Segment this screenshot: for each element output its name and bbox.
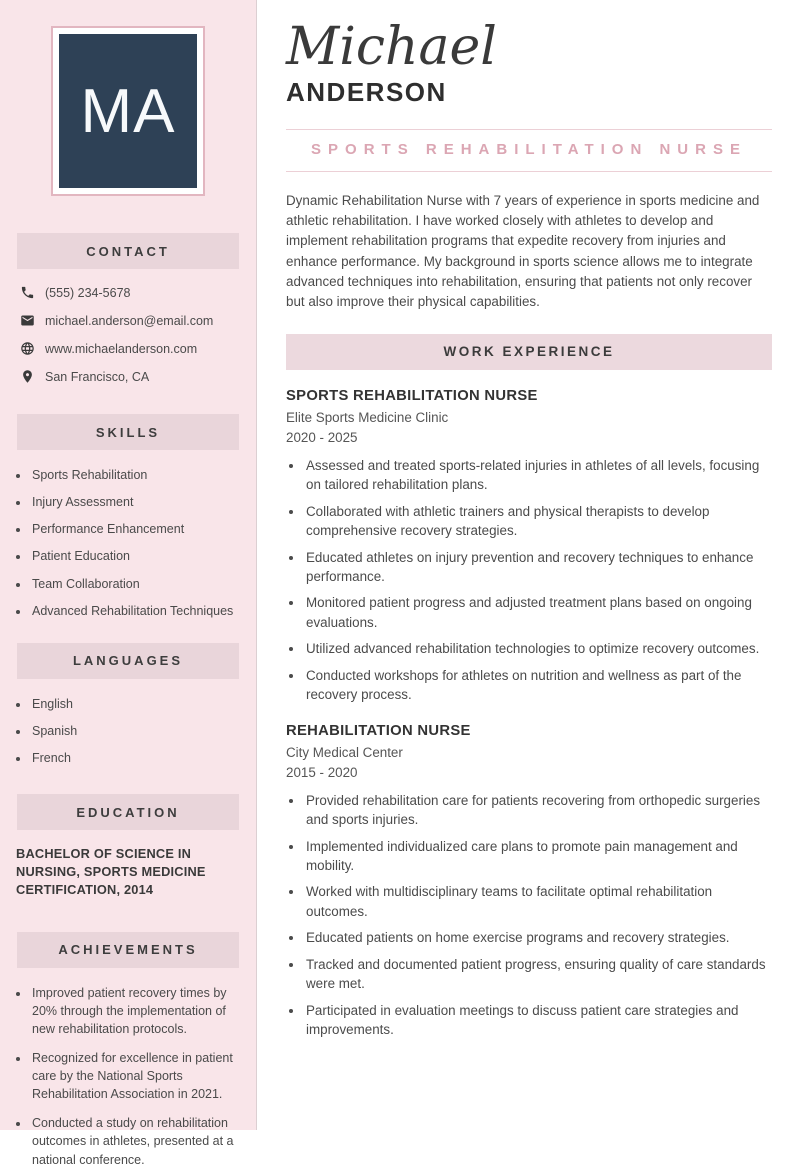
job-role: REHABILITATION NURSE xyxy=(286,722,471,739)
skills-section-header xyxy=(17,414,239,450)
job-entry xyxy=(286,388,772,705)
avatar xyxy=(51,26,205,196)
achievement-item: • Improved patient recovery times by 20% through the implementation of new rehabilitation protocols. xyxy=(30,984,242,1038)
phone-number: (555) 234-5678 xyxy=(45,285,131,300)
skills-list xyxy=(30,466,242,620)
job-bullet: • Worked with multidisciplinary teams to facilitate optimal rehabilitation outcomes. xyxy=(304,882,772,921)
contact-row-location xyxy=(20,369,256,384)
job-bullet: • Implemented individualized care plans to promote pain management and mobility. xyxy=(304,837,772,876)
job-dates: 2015 - 2020 xyxy=(286,764,358,780)
phone-icon xyxy=(20,285,35,300)
skill-item: • Team Collaboration xyxy=(30,575,242,593)
job-bullet: • Provided rehabilitation care for patients recovering from orthopedic surgeries and sports injuries. xyxy=(304,791,772,830)
achievements-section-title: ACHIEVEMENTS xyxy=(58,942,198,958)
language-item: • Spanish xyxy=(30,722,242,740)
work-experience-title: WORK EXPERIENCE xyxy=(443,344,615,360)
achievements-list xyxy=(30,984,242,1169)
job-bullet-list xyxy=(304,791,772,1040)
job-bullet: • Collaborated with athletic trainers and physical therapists to develop comprehensive recovery strategies. xyxy=(304,502,772,541)
job-bullet: • Conducted workshops for athletes on nutrition and wellness as part of the recovery process. xyxy=(304,666,772,705)
avatar-monogram-box xyxy=(59,34,197,188)
sidebar xyxy=(0,0,257,1167)
languages-list xyxy=(30,695,242,767)
contact-section-title: CONTACT xyxy=(86,243,170,259)
contact-list xyxy=(20,285,256,384)
job-bullet: • Monitored patient progress and adjusted treatment plans based on ongoing evaluations. xyxy=(304,593,772,632)
achievements-section-header xyxy=(17,932,239,968)
contact-row-phone xyxy=(20,285,256,300)
contact-section-header xyxy=(17,233,239,269)
skill-item: • Performance Enhancement xyxy=(30,520,242,538)
languages-section-title: LANGUAGES xyxy=(72,653,184,669)
last-name: ANDERSON xyxy=(286,76,447,107)
language-item: • French xyxy=(30,749,242,767)
main-column xyxy=(257,0,800,1130)
language-item: • English xyxy=(30,695,242,713)
job-bullet-list xyxy=(304,456,772,705)
globe-icon xyxy=(20,341,35,356)
skill-item: • Injury Assessment xyxy=(30,493,242,511)
job-bullet: • Assessed and treated sports-related injuries in athletes of all levels, focusing on tailored rehabilitation plans. xyxy=(304,456,772,495)
job-company: Elite Sports Medicine Clinic xyxy=(286,409,449,425)
education-section-header xyxy=(17,794,239,830)
skills-section-title: SKILLS xyxy=(95,424,161,440)
skill-item: • Advanced Rehabilitation Techniques xyxy=(30,602,242,620)
email-icon xyxy=(20,313,35,328)
achievement-item: • Recognized for excellence in patient care by the National Sports Rehabilitation Association in 2021. xyxy=(30,1049,242,1103)
education-degree: BACHELOR OF SCIENCE IN NURSING, SPORTS MEDICINE CERTIFICATION, 2014 xyxy=(16,846,206,898)
avatar-initials: MA xyxy=(80,76,176,146)
job-company: City Medical Center xyxy=(286,744,403,760)
job-title-text: SPORTS REHABILITATION NURSE xyxy=(311,140,747,158)
job-dates: 2020 - 2025 xyxy=(286,429,358,445)
skill-item: • Patient Education xyxy=(30,547,242,565)
achievement-item: • Conducted a study on rehabilitation outcomes in athletes, presented at a national conference. xyxy=(30,1114,242,1168)
website-url: www.michaelanderson.com xyxy=(45,341,198,356)
job-bullet: • Educated patients on home exercise programs and recovery strategies. xyxy=(304,928,772,947)
education-section-title: EDUCATION xyxy=(76,804,180,820)
professional-summary: Dynamic Rehabilitation Nurse with 7 years of experience in sports medicine and athletic rehabilitation. I have worked closely with athletes to develop and implement rehabilitation programs that expedite recovery from injuries and enhance performance. My background in sports science allows me to integrate advanced techniques into rehabilitation, ensuring that patients not only recover but also improve their physical capabilities. xyxy=(286,192,760,310)
contact-row-website xyxy=(20,341,256,356)
job-bullet: • Participated in evaluation meetings to discuss patient care strategies and improvements. xyxy=(304,1001,772,1040)
job-bullet: • Educated athletes on injury prevention and recovery techniques to enhance performance. xyxy=(304,548,772,587)
location-text: San Francisco, CA xyxy=(45,369,150,384)
job-bullet: • Utilized advanced rehabilitation technologies to optimize recovery outcomes. xyxy=(304,639,772,658)
email-address: michael.anderson@email.com xyxy=(45,313,214,328)
location-icon xyxy=(20,369,35,384)
first-name: Michael xyxy=(286,17,497,77)
job-title-banner xyxy=(286,129,772,172)
contact-row-email xyxy=(20,313,256,328)
languages-section-header xyxy=(17,643,239,679)
job-entry xyxy=(286,723,772,1040)
skill-item: • Sports Rehabilitation xyxy=(30,466,242,484)
job-bullet: • Tracked and documented patient progress, ensuring quality of care standards were met. xyxy=(304,955,772,994)
work-experience-header xyxy=(286,334,772,370)
job-role: SPORTS REHABILITATION NURSE xyxy=(286,387,538,404)
